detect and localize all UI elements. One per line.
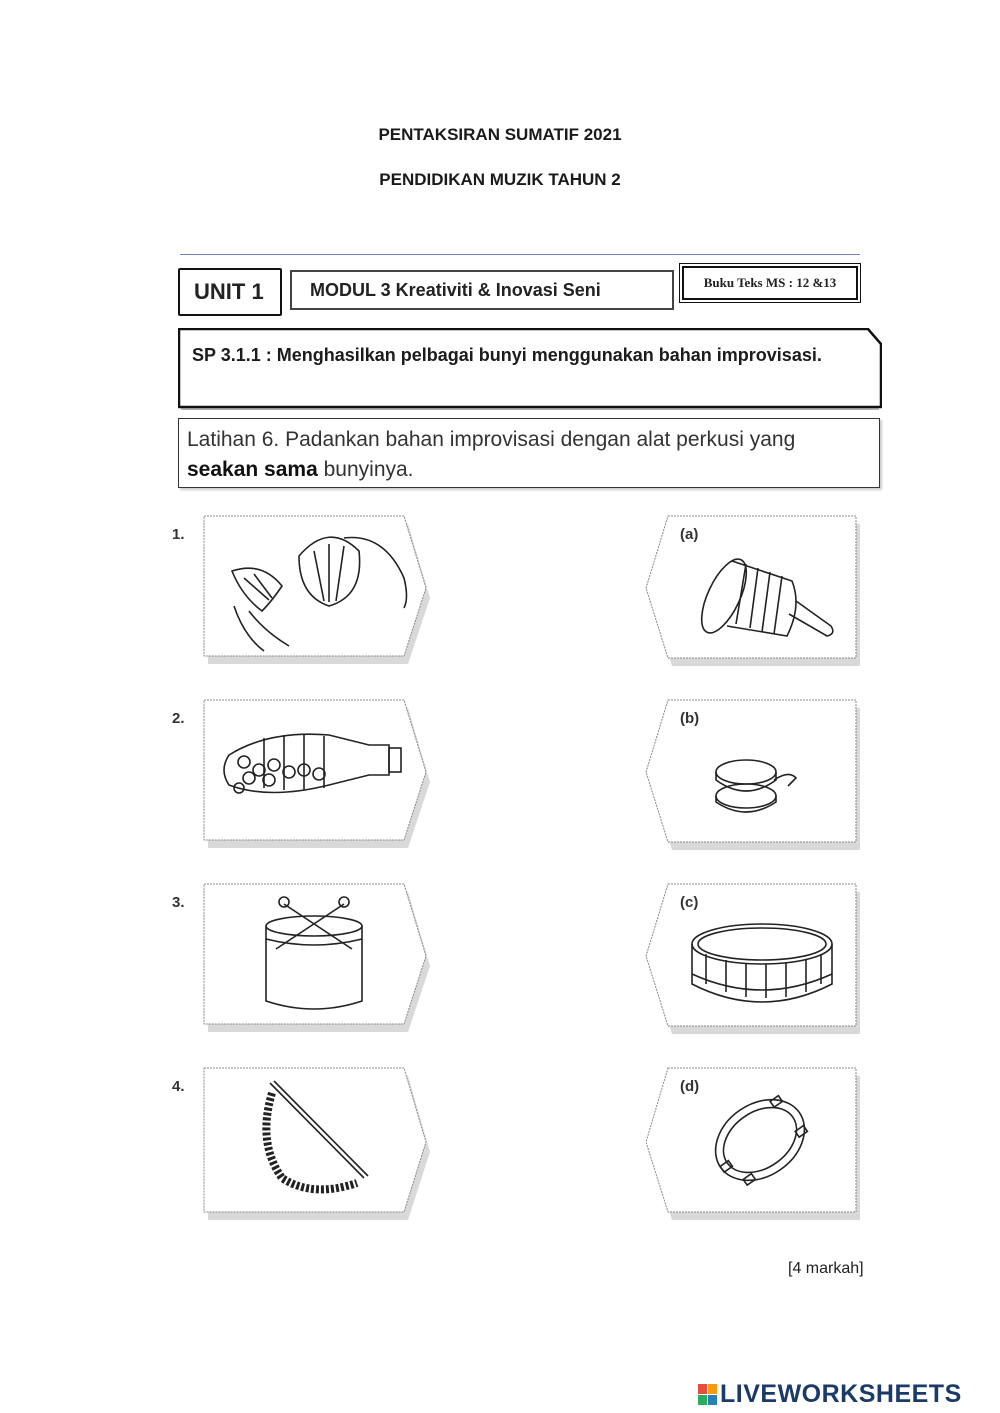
page-subtitle: PENDIDIKAN MUZIK TAHUN 2 bbox=[379, 170, 621, 189]
option-label-c: (c) bbox=[680, 894, 699, 911]
left-card-3[interactable] bbox=[204, 884, 428, 1032]
liveworksheets-logo-icon bbox=[698, 1384, 718, 1406]
left-card-4[interactable] bbox=[204, 1068, 428, 1220]
item-number-2: 2. bbox=[172, 710, 185, 727]
item-number-1: 1. bbox=[172, 526, 185, 543]
right-card-d[interactable] bbox=[646, 1068, 860, 1220]
total-marks: [4 markah] bbox=[788, 1260, 864, 1277]
option-label-d: (d) bbox=[680, 1078, 700, 1095]
standard-box bbox=[178, 328, 882, 408]
item-number-3: 3. bbox=[172, 894, 185, 911]
left-card-1[interactable] bbox=[204, 516, 428, 664]
right-card-c[interactable] bbox=[646, 884, 860, 1034]
textbook-reference: Buku Teks MS : 12 &13 bbox=[682, 266, 858, 300]
exercise-instruction: Latihan 6. Padankan bahan improvisasi dengan alat perkusi yang seakan sama bunyinya. bbox=[187, 428, 796, 481]
option-label-a: (a) bbox=[680, 526, 699, 543]
exercise-box bbox=[178, 418, 880, 488]
right-card-a[interactable] bbox=[646, 516, 860, 666]
unit-label: UNIT 1 bbox=[178, 268, 282, 316]
right-card-b[interactable] bbox=[646, 700, 860, 850]
divider bbox=[180, 254, 860, 255]
module-label: MODUL 3 Kreativiti & Inovasi Seni bbox=[290, 270, 674, 310]
item-number-4: 4. bbox=[172, 1078, 185, 1095]
page-title: PENTAKSIRAN SUMATIF 2021 bbox=[378, 125, 622, 144]
left-card-2[interactable] bbox=[204, 700, 428, 848]
standard-text: SP 3.1.1 : Menghasilkan pelbagai bunyi menggunakan bahan improvisasi. bbox=[192, 345, 822, 365]
brand-name: LIVEWORKSHEETS bbox=[720, 1380, 962, 1408]
option-label-b: (b) bbox=[680, 710, 700, 727]
